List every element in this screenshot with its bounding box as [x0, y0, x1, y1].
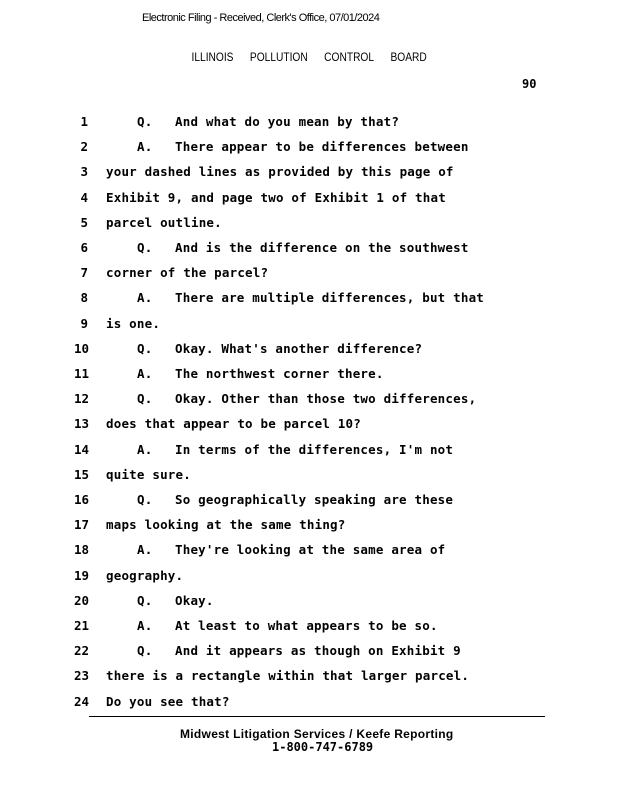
line-number: 22 — [74, 643, 90, 659]
transcript-line — [0, 114, 618, 130]
testimony-text: The northwest corner there. — [175, 366, 384, 381]
transcript-line — [0, 442, 618, 458]
speaker-label: Q. — [137, 492, 153, 507]
speaker-label: Q. — [137, 592, 153, 608]
testimony-text: Okay. — [175, 592, 214, 608]
testimony-text: Do you see that? — [106, 693, 230, 709]
testimony-text: is one. — [106, 315, 161, 331]
testimony-text: So geographically speaking are these — [175, 492, 454, 507]
page-number: 90 — [522, 77, 537, 91]
line-number: 16 — [74, 492, 90, 507]
line-number: 4 — [80, 189, 88, 205]
line-text — [106, 668, 469, 683]
transcript-line — [0, 341, 618, 357]
transcript-line — [0, 517, 618, 533]
line-number: 11 — [74, 366, 90, 381]
line-text — [137, 391, 476, 406]
line-number: 13 — [74, 416, 90, 432]
transcript-line — [0, 164, 618, 180]
line-text — [137, 139, 469, 154]
line-number: 17 — [74, 517, 90, 533]
line-number: 19 — [74, 567, 90, 583]
footer-divider — [89, 716, 545, 717]
testimony-text: And it appears as though on Exhibit 9 — [175, 643, 461, 659]
testimony-text: does that appear to be parcel 10? — [106, 416, 361, 432]
speaker-label: A. — [137, 618, 153, 633]
line-text — [106, 164, 454, 179]
line-text — [137, 593, 214, 608]
line-text — [137, 114, 399, 129]
line-number: 8 — [80, 290, 88, 306]
testimony-text: geography. — [106, 567, 184, 583]
transcript-line — [0, 416, 618, 432]
transcript-line — [0, 668, 618, 684]
filing-stamp: Electronic Filing - Received, Clerk's Office, 07/01/2024 — [142, 12, 380, 24]
line-text — [106, 190, 446, 205]
transcript-line — [0, 290, 618, 306]
speaker-label: A. — [137, 441, 153, 457]
line-number: 2 — [80, 139, 88, 155]
testimony-text: maps looking at the same thing? — [106, 517, 346, 533]
speaker-label: A. — [137, 290, 153, 306]
line-text — [106, 467, 191, 482]
testimony-text: Okay. What's another difference? — [175, 340, 423, 356]
transcript-line — [0, 593, 618, 609]
transcript-line — [0, 568, 618, 584]
speaker-label: A. — [137, 542, 153, 558]
testimony-text: Okay. Other than those two differences, — [175, 391, 477, 407]
line-number: 20 — [74, 592, 90, 608]
reporter-company: Midwest Litigation Services / Keefe Reporting — [180, 727, 454, 741]
line-text — [137, 618, 438, 633]
speaker-label: Q. — [137, 391, 153, 407]
transcript-line — [0, 542, 618, 558]
line-number: 24 — [74, 693, 90, 709]
testimony-text: corner of the parcel? — [106, 265, 269, 281]
line-text — [137, 492, 453, 507]
line-number: 15 — [74, 466, 90, 482]
transcript-line — [0, 366, 618, 382]
line-number: 6 — [80, 240, 88, 255]
transcript-line — [0, 240, 618, 256]
line-number: 23 — [74, 668, 90, 684]
testimony-text: And is the difference on the southwest — [175, 240, 469, 255]
transcript-line — [0, 467, 618, 483]
testimony-text: parcel outline. — [106, 214, 222, 230]
line-text — [106, 316, 160, 331]
line-text — [106, 694, 230, 709]
line-number: 5 — [80, 214, 88, 230]
line-text — [137, 542, 445, 557]
line-number: 10 — [74, 340, 90, 356]
testimony-text: There appear to be differences between — [175, 139, 469, 155]
line-number: 21 — [74, 618, 90, 633]
speaker-label: Q. — [137, 240, 153, 255]
testimony-text: There are multiple differences, but that — [175, 290, 485, 306]
line-number: 9 — [80, 315, 88, 331]
testimony-text: In terms of the differences, I'm not — [175, 441, 454, 457]
header-word: CONTROL — [324, 50, 375, 64]
page-header — [47, 50, 572, 64]
transcript-line — [0, 316, 618, 332]
speaker-label: Q. — [137, 114, 153, 129]
testimony-text: Exhibit 9, and page two of Exhibit 1 of that — [106, 189, 446, 205]
line-text — [137, 240, 469, 255]
line-text — [137, 290, 484, 305]
testimony-text: They're looking at the same area of — [175, 542, 446, 558]
transcript-line — [0, 492, 618, 508]
transcript-line — [0, 643, 618, 659]
transcript-line — [0, 215, 618, 231]
speaker-label: Q. — [137, 340, 153, 356]
line-text — [137, 366, 384, 381]
line-number: 18 — [74, 542, 90, 558]
line-text — [106, 568, 183, 583]
transcript-line — [0, 618, 618, 634]
testimony-text: And what do you mean by that? — [175, 114, 400, 129]
testimony-text: there is a rectangle within that larger parcel. — [106, 668, 470, 684]
line-text — [137, 341, 422, 356]
testimony-text: your dashed lines as provided by this page of — [106, 164, 454, 180]
line-text — [106, 215, 222, 230]
line-text — [106, 265, 268, 280]
header-word: POLLUTION — [249, 50, 308, 64]
transcript-line — [0, 139, 618, 155]
line-number: 14 — [74, 441, 90, 457]
transcript-line — [0, 391, 618, 407]
line-text — [137, 442, 453, 457]
line-number: 3 — [80, 164, 88, 180]
testimony-text: At least to what appears to be so. — [175, 618, 438, 633]
line-number: 7 — [80, 265, 88, 281]
transcript-line — [0, 190, 618, 206]
line-text — [106, 517, 346, 532]
line-text — [137, 643, 461, 658]
speaker-label: Q. — [137, 643, 153, 659]
line-text — [106, 416, 361, 431]
reporter-phone: 1-800-747-6789 — [272, 740, 374, 754]
transcript-line — [0, 694, 618, 710]
testimony-text: quite sure. — [106, 466, 191, 482]
header-word: BOARD — [390, 50, 427, 64]
transcript-line — [0, 265, 618, 281]
speaker-label: A. — [137, 139, 153, 155]
header-word: ILLINOIS — [191, 50, 234, 64]
speaker-label: A. — [137, 366, 153, 381]
line-number: 1 — [80, 114, 88, 129]
line-number: 12 — [74, 391, 90, 407]
